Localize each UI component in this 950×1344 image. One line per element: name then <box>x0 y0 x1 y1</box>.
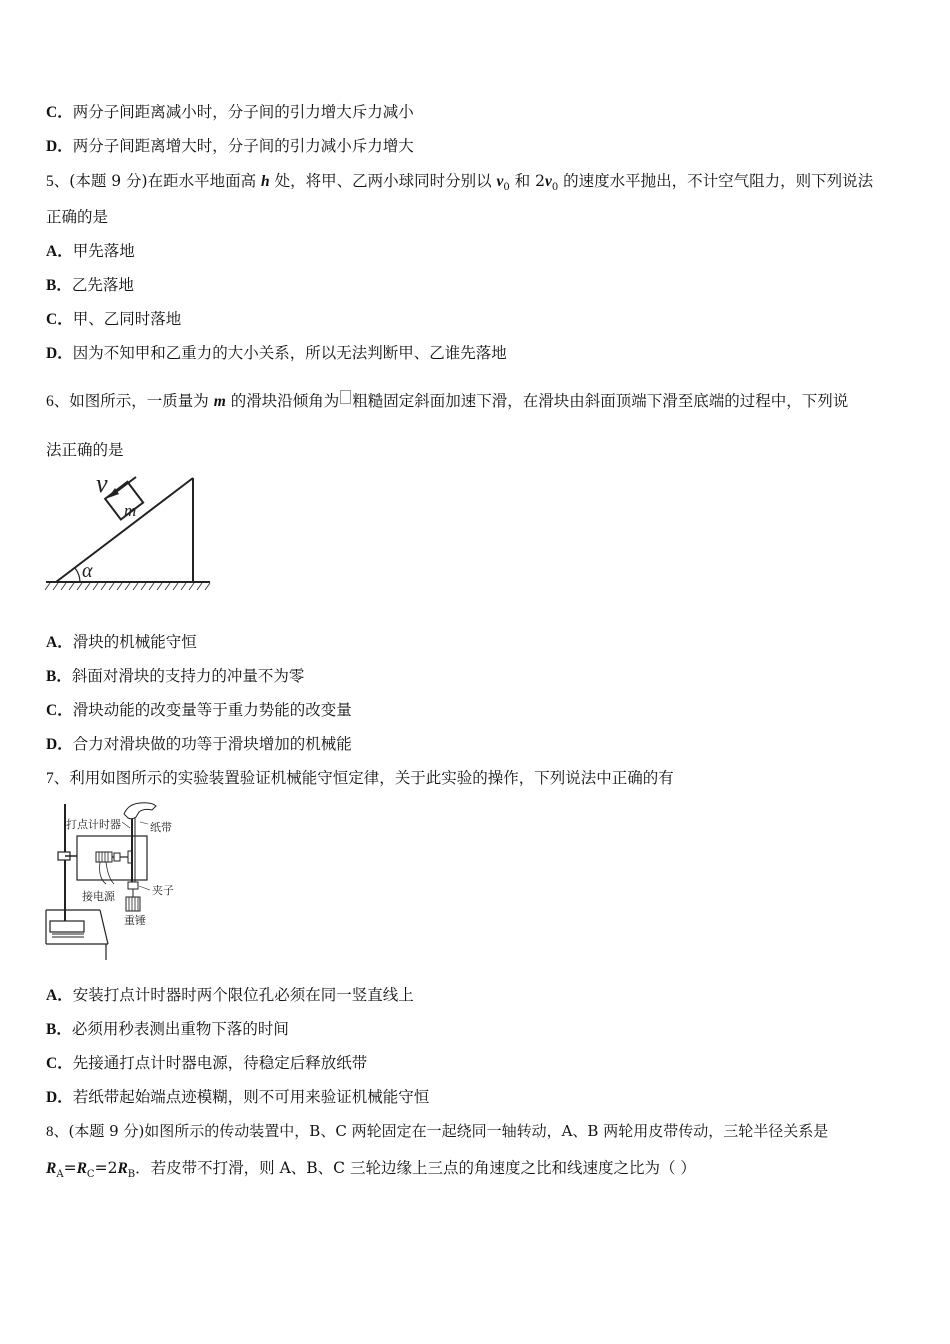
option-letter: A． <box>46 634 73 651</box>
q5-stem-line2: 正确的是 <box>46 208 109 226</box>
stem-text: 处，将甲、乙两小球同时分别以 <box>269 172 497 190</box>
label-tape: 纸带 <box>150 821 172 834</box>
subscript: A <box>56 1169 64 1181</box>
option-letter: D． <box>46 1089 73 1106</box>
incline-figure <box>44 470 214 595</box>
option-letter: A． <box>46 987 73 1004</box>
option-text: 若纸带起始端点迹模糊，则不可用来验证机械能守恒 <box>72 1088 430 1106</box>
q6-option-d <box>46 734 352 755</box>
option-text: 滑块的机械能守恒 <box>72 633 197 651</box>
stem-text: 利用如图所示的实验装置验证机械能守恒定律，关于此实验的操作，下列说法中正确的有 <box>69 769 674 787</box>
option-text: 安装打点计时器时两个限位孔必须在同一竖直线上 <box>72 986 414 1004</box>
option-text: 先接通打点计时器电源，待稳定后释放纸带 <box>72 1054 368 1072</box>
subscript: 0 <box>551 182 559 194</box>
q5-option-a <box>46 241 135 262</box>
option-text: 滑块动能的改变量等于重力势能的改变量 <box>72 701 352 719</box>
option-text: 两分子间距离减小时，分子间的引力增大斥力减小 <box>72 103 414 121</box>
option-letter: B． <box>46 1021 72 1038</box>
label-timer: 打点计时器 <box>66 818 121 831</box>
question-number: 6、 <box>46 393 70 410</box>
question-number: 5、 <box>46 173 70 190</box>
option-text: 甲、乙同时落地 <box>72 310 182 328</box>
stem-text: =2 <box>94 1159 118 1177</box>
subscript: C <box>86 1169 95 1181</box>
var-m: m <box>213 393 226 410</box>
q5-option-c <box>46 309 181 330</box>
stem-text: (本题 9 分)在距水平地面高 <box>69 172 262 190</box>
stem-text: 粗糙固定斜面加速下滑，在滑块由斜面顶端下滑至底端的过程中，下列说 <box>352 392 849 410</box>
subscript: B <box>127 1169 136 1181</box>
clip <box>128 882 138 889</box>
q8-stem <box>46 1121 828 1142</box>
stem-text: ．若皮带不打滑，则 A、B、C 三轮边缘上三点的角速度之比和线速度之比为（ ） <box>135 1159 696 1177</box>
var-v0: v <box>544 173 552 190</box>
option-letter: D． <box>46 736 73 753</box>
velocity-label: v <box>96 470 108 498</box>
q6-option-b <box>46 666 304 687</box>
q6-stem-line2: 法正确的是 <box>46 441 124 459</box>
option-letter: C． <box>46 702 73 719</box>
stem-text: 和 2 <box>509 172 545 190</box>
q8-stem-line2 <box>46 1158 696 1185</box>
q7-option-b <box>46 1019 289 1040</box>
question-number: 8、 <box>46 1124 69 1140</box>
stem-text: = <box>63 1159 77 1177</box>
q7-option-a <box>46 985 414 1006</box>
angle-arc <box>75 568 80 582</box>
option-letter: D． <box>46 345 73 362</box>
apparatus-figure <box>44 798 194 963</box>
option-text: 甲先落地 <box>72 242 135 260</box>
q5-stem <box>46 171 873 198</box>
hand-icon <box>124 803 156 819</box>
label-power: 接电源 <box>82 890 115 903</box>
option-text: 合力对滑块做的功等于滑块增加的机械能 <box>72 735 352 753</box>
var-v0: v <box>496 173 504 190</box>
q4-option-d <box>46 136 414 157</box>
q7-option-c <box>46 1053 367 1074</box>
q6-option-a <box>46 632 197 653</box>
option-text: 必须用秒表测出重物下落的时间 <box>71 1020 289 1038</box>
q5-option-d <box>46 343 507 364</box>
q7-option-d <box>46 1087 429 1108</box>
label-weight: 重锤 <box>124 914 146 927</box>
stem-text: (本题 9 分)如图所示的传动装置中，B、C 两轮固定在一起绕同一轴转动，A、B 两轮用皮带传动，三轮半径关系是 <box>68 1122 829 1140</box>
stem-text: 的速度水平抛出，不计空气阻力，则下列说法 <box>558 172 874 190</box>
var-r: R <box>76 1160 87 1177</box>
option-letter: C． <box>46 104 73 121</box>
var-r: R <box>117 1160 128 1177</box>
option-text: 因为不知甲和乙重力的大小关系，所以无法判断甲、乙谁先落地 <box>72 344 507 362</box>
alpha-label: α <box>82 560 93 582</box>
question-number: 7、 <box>46 770 70 787</box>
option-letter: C． <box>46 311 73 328</box>
var-h: h <box>261 173 270 190</box>
option-text: 斜面对滑块的支持力的冲量不为零 <box>71 667 305 685</box>
q6-stem <box>46 390 848 412</box>
option-letter: B． <box>46 277 72 294</box>
option-letter: B． <box>46 668 72 685</box>
option-letter: C． <box>46 1055 73 1072</box>
var-r: R <box>46 1160 57 1177</box>
stem-text: 的滑块沿倾角为 <box>225 392 340 410</box>
mass-label: m <box>124 501 137 520</box>
q4-option-c <box>46 102 414 123</box>
option-text: 两分子间距离增大时，分子间的引力减小斥力增大 <box>72 137 414 155</box>
q6-option-c <box>46 700 352 721</box>
q5-option-b <box>46 275 134 296</box>
option-text: 乙先落地 <box>71 276 134 294</box>
subscript: 0 <box>503 182 510 194</box>
missing-glyph-icon <box>340 390 351 404</box>
q7-stem <box>46 768 674 789</box>
option-letter: D． <box>46 138 73 155</box>
label-clip: 夹子 <box>152 884 174 897</box>
stem-text: 如图所示，一质量为 <box>69 392 214 410</box>
option-letter: A． <box>46 243 73 260</box>
